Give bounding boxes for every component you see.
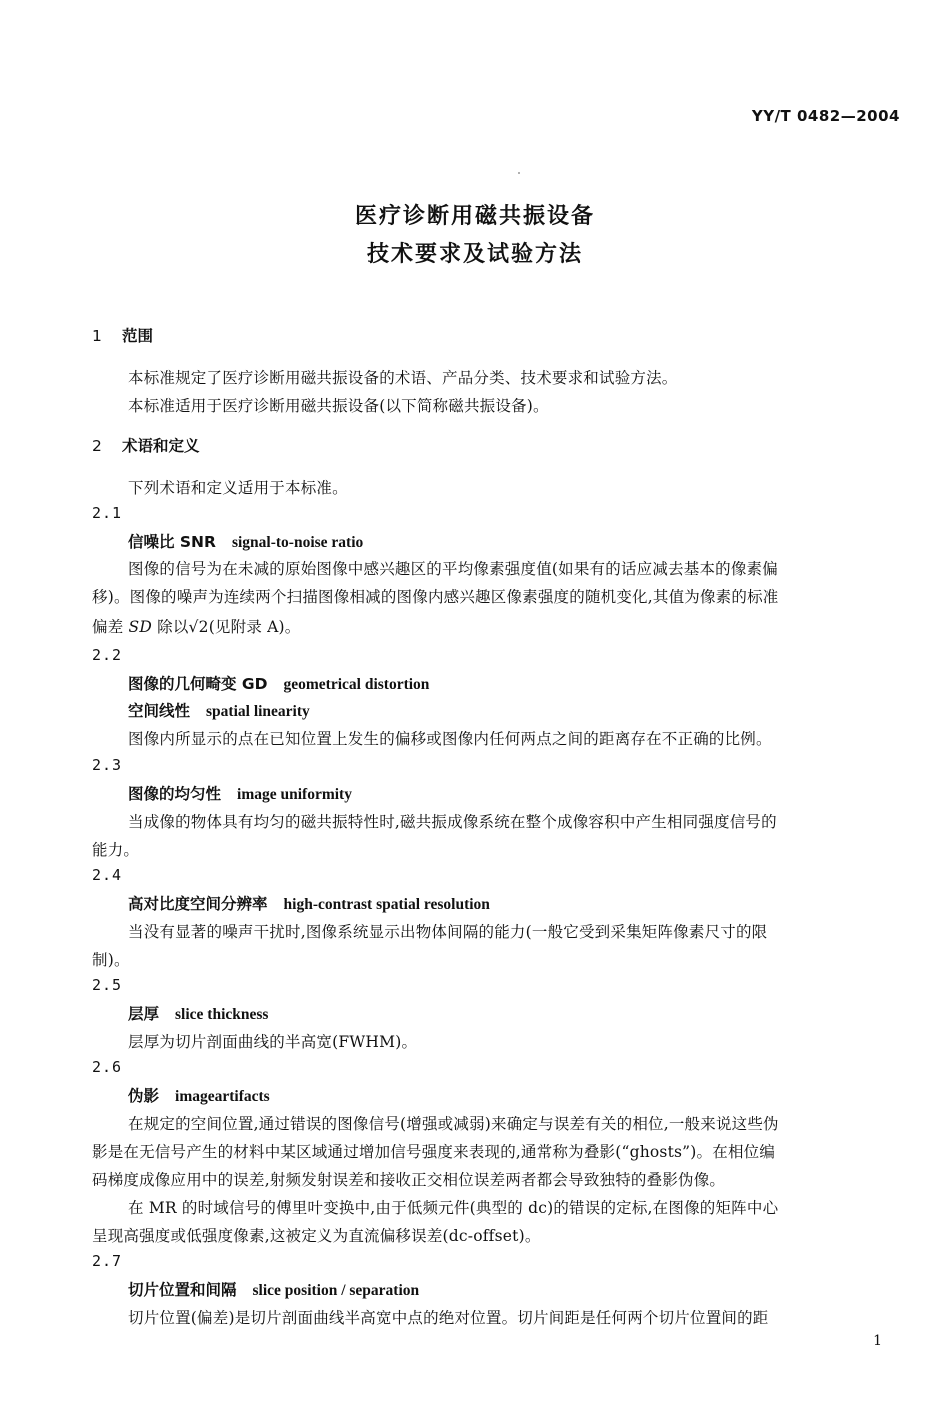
clause-2-2-line-1: 图像内所显示的点在已知位置上发生的偏移或图像内任何两点之间的距离存在不正确的比例。 [128,730,772,748]
section-1-number: 1 [92,327,102,345]
clause-2-1-term-zh: 信噪比 SNR [128,533,216,551]
clause-2-4-line-2: 制)。 [92,951,130,969]
scan-speck [518,172,520,174]
clause-2-2-term-1-zh: 图像的几何畸变 GD [128,675,268,693]
clause-2-5-number: 2.5 [92,976,123,994]
section-2-number: 2 [92,437,102,455]
page-number: 1 [873,1333,882,1349]
clause-2-6-line-1: 在规定的空间位置,通过错误的图像信号(增强或减弱)来确定与误差有关的相位,一般来说这些伪 [128,1115,779,1133]
clause-2-2-term-2-en: spatial linearity [206,703,310,720]
clause-2-1-term [128,530,363,552]
section-2-heading [92,434,200,456]
clause-2-1-line-3-a: 偏差 [92,618,124,636]
clause-2-3-term [128,782,352,804]
clause-2-1-line-3-c: (见附录 A)。 [208,618,301,636]
clause-2-2-term-1 [128,672,429,694]
clause-2-1-number: 2.1 [92,504,123,522]
clause-2-3-line-2: 能力。 [92,841,140,859]
clause-2-7-line-1: 切片位置(偏差)是切片剖面曲线半高宽中点的绝对位置。切片间距是任何两个切片位置间的距 [128,1309,769,1327]
clause-2-1-line-3 [92,615,301,637]
section-1-title: 范围 [122,327,154,345]
clause-2-5-line-1: 层厚为切片剖面曲线的半高宽(FWHM)。 [128,1033,418,1051]
clause-2-1-sd: SD [128,618,152,636]
clause-2-1-line-3-b: 除以 [157,618,189,636]
clause-2-3-term-en: image uniformity [237,786,352,803]
clause-2-4-term [128,892,490,914]
clause-2-3-term-zh: 图像的均匀性 [128,785,222,803]
clause-2-4-number: 2.4 [92,866,123,884]
section-2-intro: 下列术语和定义适用于本标准。 [128,479,348,497]
sqrt-two: √2 [188,618,209,636]
clause-2-5-term-zh: 层厚 [128,1005,160,1023]
clause-2-7-number: 2.7 [92,1252,123,1270]
clause-2-2-term-2-zh: 空间线性 [128,702,191,720]
section-1-heading [92,324,153,346]
clause-2-7-term [128,1278,419,1300]
clause-2-6-line-5: 呈现高强度或低强度像素,这被定义为直流偏移误差(dc-offset)。 [92,1227,541,1245]
clause-2-6-term-en: imageartifacts [175,1088,270,1105]
clause-2-5-term-en: slice thickness [175,1006,269,1023]
clause-2-3-number: 2.3 [92,756,123,774]
clause-2-5-term [128,1002,268,1024]
clause-2-2-term-2 [128,699,310,721]
clause-2-2-term-1-en: geometrical distortion [283,676,430,693]
clause-2-6-line-4: 在 MR 的时域信号的傅里叶变换中,由于低频元件(典型的 dc)的错误的定标,在图像的矩阵中心 [128,1199,779,1217]
section-1-paragraph-1: 本标准规定了医疗诊断用磁共振设备的术语、产品分类、技术要求和试验方法。 [128,369,678,387]
clause-2-7-term-en: slice position / separation [252,1282,420,1299]
clause-2-1-term-en: signal-to-noise ratio [231,534,364,551]
section-2-title: 术语和定义 [122,437,200,455]
document-title-line-2: 技术要求及试验方法 [366,242,583,267]
clause-2-3-line-1: 当成像的物体具有均匀的磁共振特性时,磁共振成像系统在整个成像容积中产生相同强度信号的 [128,813,777,831]
clause-2-6-term [128,1084,270,1106]
clause-2-6-term-zh: 伪影 [128,1087,160,1105]
clause-2-6-line-3: 码梯度成像应用中的误差,射频发射误差和接收正交相位误差两者都会导致独特的叠影伪像。 [92,1171,726,1189]
clause-2-7-term-zh: 切片位置和间隔 [128,1281,237,1299]
clause-2-6-line-2: 影是在无信号产生的材料中某区域通过增加信号强度来表现的,通常称为叠影(“ghosts”)。在相位编 [92,1143,776,1161]
clause-2-1-line-2: 移)。图像的噪声为连续两个扫描图像相减的图像内感兴趣区像素强度的随机变化,其值为像素的标准 [92,588,779,606]
standard-number: YY/T 0482—2004 [751,107,900,125]
document-title-line-1: 医疗诊断用磁共振设备 [354,204,595,229]
clause-2-2-number: 2.2 [92,646,123,664]
clause-2-4-term-zh: 高对比度空间分辨率 [128,895,268,913]
section-1-paragraph-2: 本标准适用于医疗诊断用磁共振设备(以下简称磁共振设备)。 [128,397,549,415]
clause-2-4-line-1: 当没有显著的噪声干扰时,图像系统显示出物体间隔的能力(一般它受到采集矩阵像素尺寸的限 [128,923,768,941]
clause-2-1-line-1: 图像的信号为在未减的原始图像中感兴趣区的平均像素强度值(如果有的话应减去基本的像素偏 [128,560,778,578]
clause-2-6-number: 2.6 [92,1058,123,1076]
clause-2-4-term-en: high-contrast spatial resolution [283,896,490,913]
